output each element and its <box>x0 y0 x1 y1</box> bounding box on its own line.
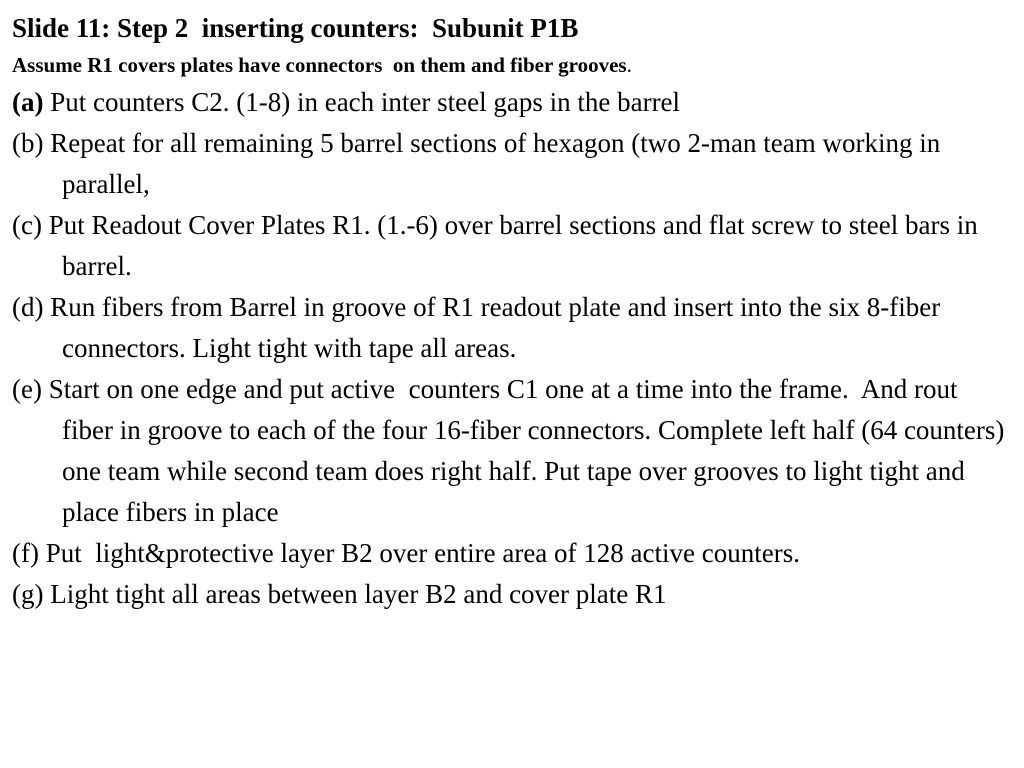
subtitle-period: . <box>626 53 632 77</box>
step-item-c: (c) Put Readout Cover Plates R1. (1.-6) over barrel sections and flat screw to steel bars in barrel. <box>12 210 985 281</box>
step-item-d: (d) Run fibers from Barrel in groove of R1 readout plate and insert into the six 8-fiber connectors. Light tight with tape all areas. <box>12 292 947 363</box>
subtitle-text: Assume R1 covers plates have connectors on them and fiber grooves <box>12 53 627 77</box>
step-item-a-label: (a) <box>12 87 44 117</box>
step-item-a <box>12 82 1010 123</box>
slide-subtitle <box>12 52 1010 78</box>
step-list <box>12 82 1010 615</box>
step-item-a-text: Put counters C2. (1-8) in each inter steel gaps in the barrel <box>43 87 681 117</box>
step-item-b: (b) Repeat for all remaining 5 barrel sections of hexagon (two 2-man team working in parallel, <box>12 128 947 199</box>
step-item-e: (e) Start on one edge and put active counters C1 one at a time into the frame. And rout fiber in groove to each of the four 16-fiber connectors. Complete left half (64 counters) one team while second team does right half. Put tape over grooves to light tight and place fibers in place <box>12 374 1012 527</box>
step-item-g: (g) Light tight all areas between layer B2 and cover plate R1 <box>12 579 667 609</box>
step-item-f: (f) Put light&protective layer B2 over entire area of 128 active counters. <box>12 538 800 568</box>
slide-title: Slide 11: Step 2 inserting counters: Subunit P1B <box>12 13 579 43</box>
